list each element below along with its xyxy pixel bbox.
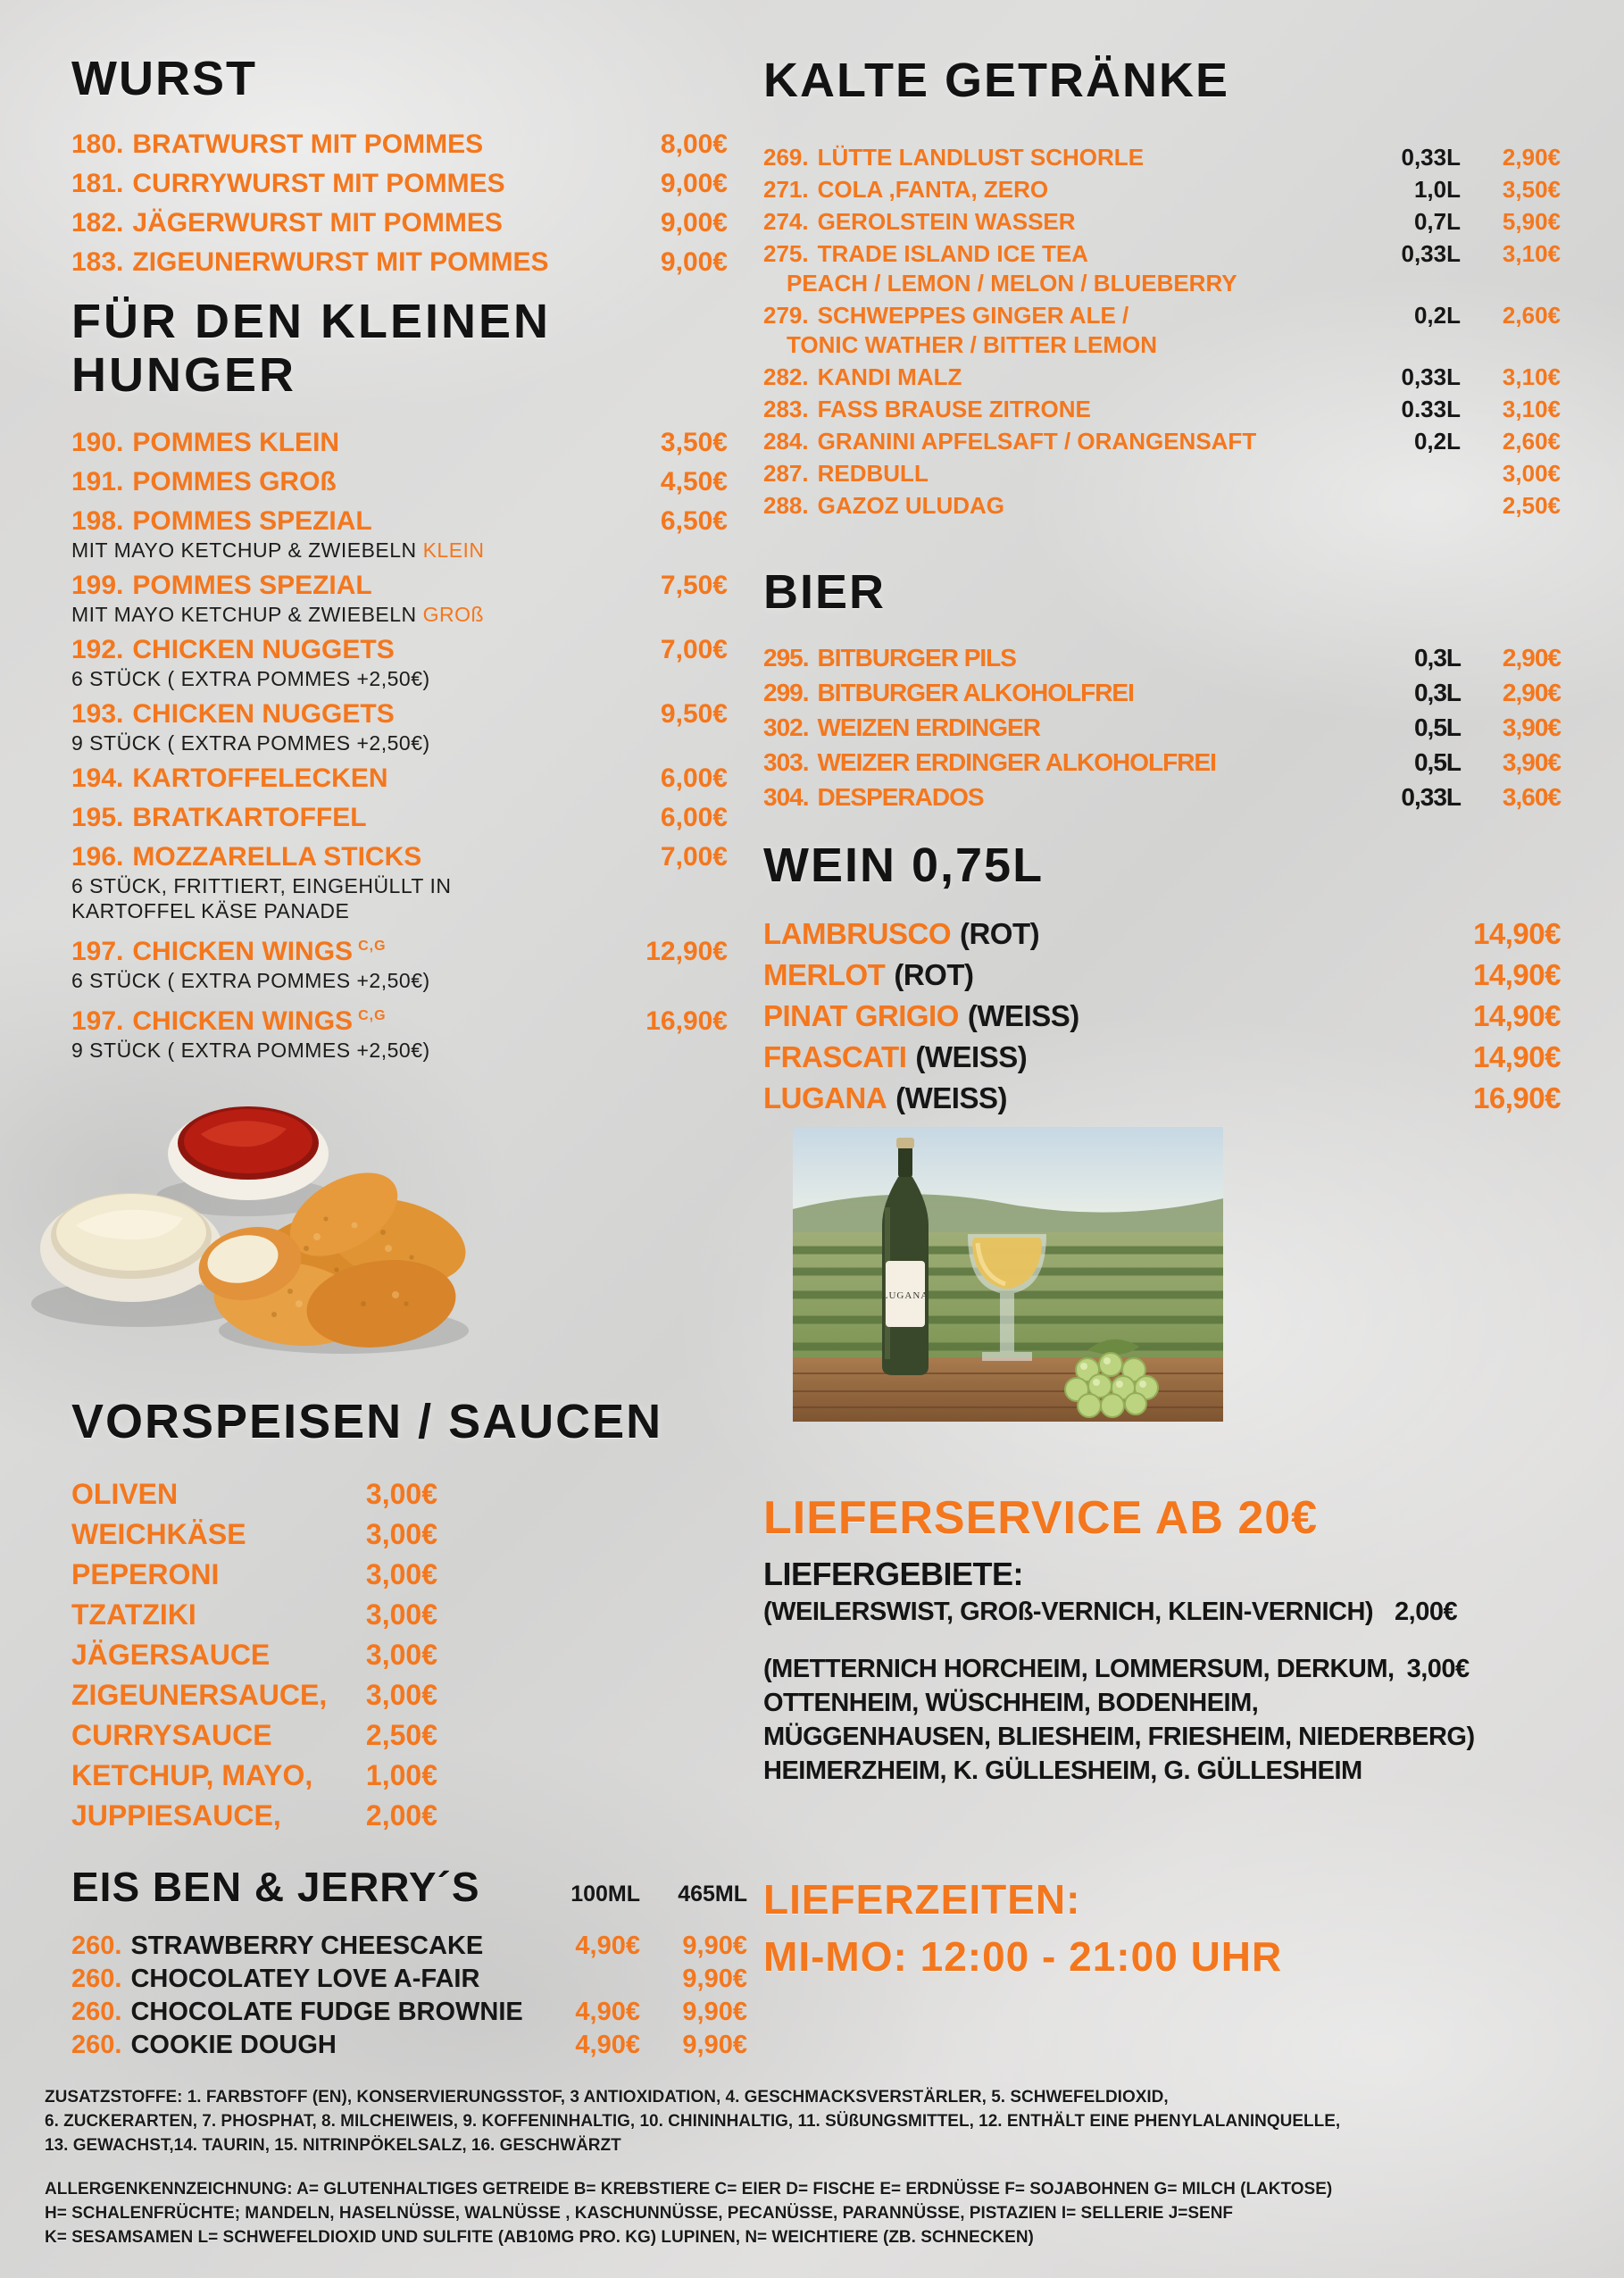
item-price: 2,50€ bbox=[365, 1719, 437, 1751]
item-price: 3,00€ bbox=[365, 1679, 437, 1711]
item-price: 9,50€ bbox=[660, 699, 728, 729]
item-price: 3,00€ bbox=[365, 1639, 437, 1671]
item-price: 3,10€ bbox=[1502, 396, 1561, 422]
item-name: 274. GEROLSTEIN WASSER bbox=[763, 208, 1076, 235]
item-note: 6 STÜCK ( EXTRA POMMES +2,50€) bbox=[71, 667, 430, 690]
item-name: KETCHUP, MAYO, bbox=[71, 1759, 313, 1791]
item-name: 197. CHICKEN WINGS $^{C,G}$ bbox=[71, 937, 387, 966]
item-price-465ml: 9,90€ bbox=[682, 1998, 747, 2026]
menu-item bbox=[763, 175, 1561, 204]
menu-item bbox=[71, 427, 728, 459]
item-name-line2: TONIC WATHER / BITTER LEMON bbox=[787, 331, 1158, 358]
wine-bottle-label: LUGANA bbox=[881, 1290, 929, 1301]
menu-item bbox=[763, 1081, 1561, 1115]
item-price-465ml: 9,90€ bbox=[682, 1932, 747, 1960]
menu-item bbox=[763, 491, 1561, 521]
item-note: 6 STÜCK, FRITTIERT, EINGEHÜLLT IN bbox=[71, 874, 452, 897]
zusatzstoffe-line-3: 13. GEWACHST,14. TAURIN, 15. NITRINPÖKELSALZ, 16. GESCHWÄRZT bbox=[45, 2136, 621, 2155]
lieferservice-title: LIEFERSERVICE AB 20€ bbox=[763, 1492, 1319, 1544]
menu-item bbox=[71, 1479, 437, 1509]
menu-item bbox=[763, 999, 1561, 1033]
menu-item bbox=[763, 143, 1561, 172]
item-name: 194. KARTOFFELECKEN bbox=[71, 764, 388, 793]
item-price: 2,50€ bbox=[1502, 492, 1561, 519]
section-wurst-hunger bbox=[71, 52, 728, 1070]
menu-item bbox=[763, 1040, 1561, 1074]
section-vorspeisen bbox=[71, 1395, 663, 1840]
item-price: 3,90€ bbox=[1502, 713, 1561, 741]
item-price: 7,00€ bbox=[660, 842, 728, 872]
section-drinks bbox=[763, 54, 1561, 1122]
item-price: 8,00€ bbox=[660, 129, 728, 159]
section-title-hunger: FÜR DEN KLEINEN HUNGER bbox=[71, 295, 552, 402]
item-price-100ml: 4,90€ bbox=[575, 1932, 640, 1960]
item-name: 288. GAZOZ ULUDAG bbox=[763, 492, 1005, 519]
allergen-line-3: K= SESAMSAMEN L= SCHWEFELDIOXID UND SULFITE (AB10MG PRO. KG) LUPINEN, N= WEICHTIERE (ZB. SCHNECKEN) bbox=[45, 2228, 1034, 2247]
item-name: 302. WEIZEN ERDINGER bbox=[763, 713, 1040, 741]
menu-item bbox=[71, 129, 728, 161]
item-name: MERLOT (ROT) bbox=[763, 958, 974, 991]
menu-item bbox=[71, 1998, 747, 2025]
item-name: 284. GRANINI APFELSAFT / ORANGENSAFT bbox=[763, 428, 1257, 455]
section-title-eis: EIS BEN & JERRY´S bbox=[71, 1864, 480, 1910]
item-price: 6,00€ bbox=[660, 803, 728, 832]
note-highlight: KLEIN bbox=[422, 538, 485, 562]
item-price-100ml: 4,90€ bbox=[575, 1998, 640, 2026]
item-price: 16,90€ bbox=[1473, 1081, 1561, 1114]
item-name: PEPERONI bbox=[71, 1558, 220, 1590]
item-name: OLIVEN bbox=[71, 1478, 179, 1510]
menu-item bbox=[71, 207, 728, 239]
item-price: 3,90€ bbox=[1502, 748, 1561, 776]
menu-item bbox=[71, 1760, 437, 1790]
menu-item bbox=[763, 301, 1561, 360]
section-title-wein: WEIN 0,75L bbox=[763, 839, 1045, 892]
nuggets-illustration bbox=[22, 1036, 473, 1366]
item-name: 295. BITBURGER PILS bbox=[763, 644, 1016, 672]
item-volume: 0,5L bbox=[1413, 713, 1461, 741]
item-name: 199. POMMES SPEZIAL bbox=[71, 571, 372, 600]
item-price: 16,90€ bbox=[645, 1006, 728, 1036]
item-volume: 0,33L bbox=[1401, 240, 1461, 267]
item-price: 2,90€ bbox=[1502, 144, 1561, 171]
item-note: MIT MAYO KETCHUP & ZWIEBELN KLEIN bbox=[71, 538, 485, 562]
item-price: 2,60€ bbox=[1502, 428, 1561, 455]
item-name: 193. CHICKEN NUGGETS bbox=[71, 699, 395, 729]
item-price: 6,00€ bbox=[660, 764, 728, 793]
section-lieferzeiten bbox=[763, 1875, 1567, 1981]
item-volume: 0,3L bbox=[1413, 679, 1461, 706]
item-volume: 0,33L bbox=[1401, 363, 1461, 390]
item-price: 2,90€ bbox=[1502, 644, 1561, 672]
item-price: 14,90€ bbox=[1473, 999, 1561, 1032]
item-price: 9,00€ bbox=[660, 169, 728, 198]
menu-item bbox=[763, 207, 1561, 237]
item-volume: 0,2L bbox=[1413, 428, 1461, 455]
item-price: 2,60€ bbox=[1502, 302, 1561, 329]
item-name: LUGANA (WEISS) bbox=[763, 1081, 1007, 1114]
item-price: 3,10€ bbox=[1502, 363, 1561, 390]
item-name: 260. CHOCOLATE FUDGE BROWNIE bbox=[71, 1998, 523, 2026]
item-volume: 0,33L bbox=[1401, 783, 1461, 811]
item-name: 182. JÄGERWURST MIT POMMES bbox=[71, 208, 503, 238]
eis-col-100ml: 100ML bbox=[570, 1882, 640, 1907]
menu-item bbox=[71, 168, 728, 200]
item-name: 260. STRAWBERRY CHEESCAKE bbox=[71, 1932, 484, 1960]
menu-item bbox=[763, 712, 1561, 744]
item-name: ZIGEUNERSAUCE, bbox=[71, 1679, 328, 1711]
item-name: WEICHKÄSE bbox=[71, 1518, 246, 1550]
item-note: 9 STÜCK ( EXTRA POMMES +2,50€) bbox=[71, 1039, 430, 1062]
item-volume: 0,33L bbox=[1401, 144, 1461, 171]
menu-item bbox=[71, 802, 728, 834]
item-name: 282. KANDI MALZ bbox=[763, 363, 962, 390]
menu-item bbox=[71, 1559, 437, 1590]
item-name: 283. FASS BRAUSE ZITRONE bbox=[763, 396, 1091, 422]
item-price: 3,00€ bbox=[365, 1478, 437, 1510]
item-name-line2: PEACH / LEMON / MELON / BLUEBERRY bbox=[787, 270, 1237, 296]
item-name: JUPPIESAUCE, bbox=[71, 1799, 281, 1832]
menu-item bbox=[71, 930, 728, 993]
menu-item bbox=[763, 917, 1561, 951]
item-name: 191. POMMES GROß bbox=[71, 467, 337, 496]
menu-item bbox=[763, 642, 1561, 674]
menu-item bbox=[71, 1640, 437, 1670]
item-name: 192. CHICKEN NUGGETS bbox=[71, 635, 395, 664]
menu-item bbox=[71, 2032, 747, 2058]
zone-1-price: 2,00€ bbox=[1395, 1598, 1458, 1626]
menu-item bbox=[71, 505, 728, 563]
menu-item bbox=[71, 246, 728, 279]
item-price: 7,00€ bbox=[660, 635, 728, 664]
item-price: 9,00€ bbox=[660, 208, 728, 238]
item-name: 260. CHOCOLATEY LOVE A-FAIR bbox=[71, 1965, 480, 1993]
item-volume: 0,5L bbox=[1413, 748, 1461, 776]
item-name: 196. MOZZARELLA STICKS bbox=[71, 842, 422, 872]
section-title-kalte-getraenke: KALTE GETRÄNKE bbox=[763, 54, 1229, 107]
menu-item bbox=[71, 1932, 747, 1959]
eis-col-465ml: 465ML bbox=[678, 1882, 747, 1907]
item-volume: 0,7L bbox=[1413, 208, 1461, 235]
item-name: PINAT GRIGIO (WEISS) bbox=[763, 999, 1079, 1032]
menu-item bbox=[71, 1599, 437, 1630]
item-name: 183. ZIGEUNERWURST MIT POMMES bbox=[71, 247, 549, 277]
item-price: 14,90€ bbox=[1473, 1040, 1561, 1073]
section-eis bbox=[71, 1865, 747, 2065]
allergen-line-1: ALLERGENKENNZEICHNUNG: A= GLUTENHALTIGES GETREIDE B= KREBSTIERE C= EIER D= FISCHE E= ERDNÜSSE F= SOJABOHNEN G= MILCH (LAKTOSE) bbox=[45, 2180, 1333, 2199]
menu-item bbox=[71, 763, 728, 795]
lieferzeiten-hours: MI-MO: 12:00 - 21:00 UHR bbox=[763, 1933, 1283, 1980]
delivery-zone-2: (METTERNICH HORCHEIM, LOMMERSUM, DERKUM, 3,00€ OTTENHEIM, WÜSCHHEIM, BODENHEIM, MÜGGENHAUSEN, BLIESHEIM, FRIESHEIM, NIEDERBERG) HEIMERZHEIM, K. GÜLLESHEIM, G. GÜLLESHEIM bbox=[763, 1655, 1475, 1785]
allergen-sup: C,G bbox=[358, 1008, 387, 1023]
item-price: 6,50€ bbox=[660, 506, 728, 536]
section-title-bier: BIER bbox=[763, 565, 887, 619]
item-volume: 0.33L bbox=[1401, 396, 1461, 422]
item-price-465ml: 9,90€ bbox=[682, 1965, 747, 1993]
item-name: 260. COOKIE DOUGH bbox=[71, 2031, 337, 2059]
item-price: 14,90€ bbox=[1473, 958, 1561, 991]
item-price: 5,90€ bbox=[1502, 208, 1561, 235]
allergen-sup: C,G bbox=[358, 939, 387, 954]
item-name: CURRYSAUCE bbox=[71, 1719, 272, 1751]
item-note: MIT MAYO KETCHUP & ZWIEBELN GROß bbox=[71, 603, 485, 626]
menu-item bbox=[763, 958, 1561, 992]
menu-item bbox=[763, 747, 1561, 779]
item-price: 3,10€ bbox=[1502, 240, 1561, 267]
item-name: 304. DESPERADOS bbox=[763, 783, 984, 811]
item-note: KARTOFFEL KÄSE PANADE bbox=[71, 899, 350, 922]
item-volume: 1,0L bbox=[1413, 176, 1461, 203]
menu-item bbox=[71, 1680, 437, 1710]
section-title-wurst: WURST bbox=[71, 52, 257, 105]
item-name: 180. BRATWURST MIT POMMES bbox=[71, 129, 484, 159]
item-name: 269. LÜTTE LANDLUST SCHORLE bbox=[763, 144, 1145, 171]
zusatzstoffe-line-1: ZUSATZSTOFFE: 1. FARBSTOFF (EN), KONSERVIERUNGSSTOF, 3 ANTIOXIDATION, 4. GESCHMACKSVERSTÄRLER, 5. SCHWEFELDIOXID, bbox=[45, 2088, 1169, 2107]
item-name: 287. REDBULL bbox=[763, 460, 929, 487]
menu-item bbox=[763, 395, 1561, 424]
item-name: 190. POMMES KLEIN bbox=[71, 428, 340, 457]
zusatzstoffe-line-2: 6. ZUCKERARTEN, 7. PHOSPHAT, 8. MILCHEIWEIS, 9. KOFFENINHALTIG, 10. CHININHALTIG, 11. SÜßUNGSMITTEL, 12. ENTHÄLT EINE PHENYLALANINQUELLE, bbox=[45, 2112, 1341, 2131]
item-price: 3,00€ bbox=[1502, 460, 1561, 487]
item-note: 9 STÜCK ( EXTRA POMMES +2,50€) bbox=[71, 731, 430, 755]
menu-item bbox=[71, 1720, 437, 1750]
menu-item bbox=[763, 363, 1561, 392]
note-highlight: GROß bbox=[422, 603, 485, 626]
menu-item bbox=[763, 459, 1561, 488]
item-volume: 0,2L bbox=[1413, 302, 1461, 329]
nuggets-photo bbox=[22, 1036, 473, 1366]
menu-item bbox=[763, 677, 1561, 709]
menu-item bbox=[71, 1519, 437, 1549]
menu-item bbox=[71, 841, 728, 923]
allergen-line-2: H= SCHALENFRÜCHTE; MANDELN, HASELNÜSSE, WALNÜSSE , KASCHUNNÜSSE, PECANÜSSE, PARANNÜSSE, PISTAZIEN I= SELLERIE J=SENF bbox=[45, 2204, 1234, 2223]
item-name: JÄGERSAUCE bbox=[71, 1639, 271, 1671]
menu-item bbox=[71, 466, 728, 498]
item-name: LAMBRUSCO (ROT) bbox=[763, 917, 1040, 950]
item-price: 14,90€ bbox=[1473, 917, 1561, 950]
item-price: 3,00€ bbox=[365, 1558, 437, 1590]
menu-item bbox=[71, 570, 728, 627]
item-price: 12,90€ bbox=[645, 937, 728, 966]
menu-item bbox=[763, 239, 1561, 298]
item-price: 3,00€ bbox=[365, 1598, 437, 1631]
item-volume: 0,3L bbox=[1413, 644, 1461, 672]
item-name: 275. TRADE ISLAND ICE TEA bbox=[763, 240, 1088, 267]
item-name: 198. POMMES SPEZIAL bbox=[71, 506, 372, 536]
item-price: 1,00€ bbox=[365, 1759, 437, 1791]
menu-item bbox=[763, 427, 1561, 456]
item-price-100ml: 4,90€ bbox=[575, 2031, 640, 2059]
item-name: 181. CURRYWURST MIT POMMES bbox=[71, 169, 505, 198]
item-price: 3,60€ bbox=[1502, 783, 1561, 811]
item-price: 3,00€ bbox=[365, 1518, 437, 1550]
item-price: 7,50€ bbox=[660, 571, 728, 600]
item-note: 6 STÜCK ( EXTRA POMMES +2,50€) bbox=[71, 969, 430, 992]
liefergebiete-label: LIEFERGEBIETE: bbox=[763, 1556, 1024, 1592]
menu-item bbox=[71, 1800, 437, 1831]
delivery-zone-1: (WEILERSWIST, GROß-VERNICH, KLEIN-VERNICH) 2,00€ bbox=[763, 1598, 1458, 1626]
section-lieferservice bbox=[763, 1493, 1567, 1788]
item-price: 3,50€ bbox=[1502, 176, 1561, 203]
item-name: 279. SCHWEPPES GINGER ALE / bbox=[763, 302, 1129, 329]
item-price: 2,00€ bbox=[365, 1799, 437, 1832]
wine-photo bbox=[793, 1127, 1223, 1422]
item-price-465ml: 9,90€ bbox=[682, 2031, 747, 2059]
item-price: 3,50€ bbox=[660, 428, 728, 457]
menu-item bbox=[71, 698, 728, 755]
lieferzeiten-title: LIEFERZEITEN: bbox=[763, 1876, 1081, 1923]
item-price: 9,00€ bbox=[660, 247, 728, 277]
menu-item bbox=[763, 781, 1561, 814]
menu-item bbox=[71, 1965, 747, 1992]
footer-legal bbox=[45, 2085, 1598, 2249]
item-name: FRASCATI (WEISS) bbox=[763, 1040, 1028, 1073]
section-title-vorspeisen: VORSPEISEN / SAUCEN bbox=[71, 1395, 663, 1448]
item-name: 195. BRATKARTOFFEL bbox=[71, 803, 367, 832]
item-name: 271. COLA ,FANTA, ZERO bbox=[763, 176, 1049, 203]
wine-illustration bbox=[793, 1127, 1223, 1422]
zone-2-price: 3,00€ bbox=[1406, 1655, 1470, 1683]
item-name: 197. CHICKEN WINGS $^{C,G}$ bbox=[71, 1006, 387, 1036]
item-price: 4,50€ bbox=[660, 467, 728, 496]
item-name: 303. WEIZER ERDINGER ALKOHOLFREI bbox=[763, 748, 1216, 776]
item-name: 299. BITBURGER ALKOHOLFREI bbox=[763, 679, 1134, 706]
menu-item bbox=[71, 634, 728, 691]
item-name: TZATZIKI bbox=[71, 1598, 196, 1631]
item-price: 2,90€ bbox=[1502, 679, 1561, 706]
